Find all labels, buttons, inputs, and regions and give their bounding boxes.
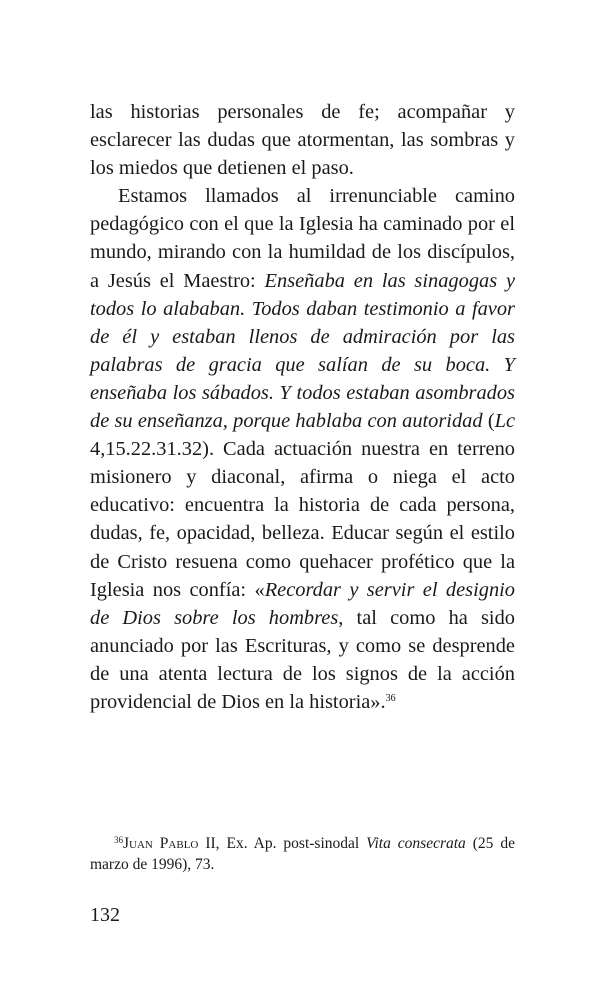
footnote-number: 36 (114, 835, 123, 845)
quoted-designio: Recordar y servir el designio de Dios sobre los hombres (90, 578, 515, 629)
paragraph-2-continuation: 4,15.22.31.32). Cada actuación nuestra en terreno misionero y diaconal, afirma o niega el acto educativo: encuentra la historia de cada persona, dudas, fe, opacidad, belleza. Educar según el estilo de Cristo resuena como quehacer profético que la Iglesia nos confía: « (90, 438, 515, 601)
footnote-author: Juan Pablo II (123, 835, 216, 852)
footnote-marker[interactable]: 36 (385, 692, 396, 704)
footnote-text-2: (25 de marzo de 1996), 73. (90, 835, 515, 873)
reference-open: ( (482, 410, 495, 433)
paragraph-1-text: las historias personales de fe; acompañar y esclarecer las dudas que atormentan, las sombras y los miedos que detienen el paso. (90, 101, 515, 180)
reference-book: Lc (494, 410, 516, 433)
footnote-work-title: Vita consecrata (366, 835, 466, 852)
page-number: 132 (90, 904, 120, 926)
gospel-quote: Enseñaba en las sinagogas y todos lo alababan. Todos daban testimonio a favor de él y estaban llenos de admiración por las palabras de gracia que salían de su boca. Y enseñaba los sábados. Y todos estaban asombrados de su enseñanza, porque hablaba con autoridad (90, 269, 515, 433)
paragraph-1 (90, 98, 515, 182)
footnote-text (90, 833, 515, 875)
paragraph-2-intro: Estamos llamados al irrenunciable camino pedagógico con el que la Iglesia ha caminado por el mundo, mirando con la humildad de los discípulos, a Jesús el Maestro: (90, 185, 515, 292)
main-text (90, 98, 515, 716)
paragraph-2-end: , tal como ha sido anunciado por las Escrituras, y como se desprende de una atenta lectura de los signos de la acción providencial de Dios en la historia». (90, 606, 515, 713)
footnote (90, 833, 515, 875)
paragraph-2 (90, 182, 515, 716)
footnote-text-1: , Ex. Ap. post-sinodal (215, 835, 367, 852)
page-body (90, 98, 515, 716)
